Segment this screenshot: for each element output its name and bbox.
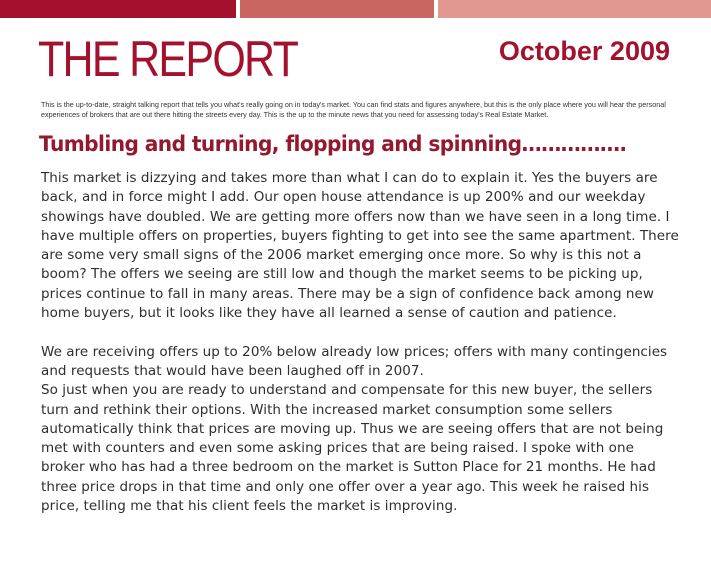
article-body: [41, 169, 681, 516]
color-bar-mid: [240, 0, 434, 18]
article-paragraph: So just when you are ready to understand and compensate for this new buyer, the sellers turn and rethink their options. With the increased market consumption some sellers automatically think that prices are moving up. Thus we are seeing offers that are not being met with counters and even some asking prices that are being raised. I spoke with one broker who has had a three bedroom on the market is Sutton Place for 21 months. He had three price drops in that time and only one offer over a year ago. This week he raised his price, telling me that his client feels the market is improving.: [41, 382, 664, 515]
article-paragraph: We are receiving offers up to 20% below already low prices; offers with many contingencies and requests that would have been laughed off in 2007.: [41, 343, 668, 379]
intro-text: This is the up-to-date, straight talking report that tells you what's really going on in today's market. You can find stats and figures anywhere, but this is the only place where you will hear the personal experiences of brokers that are out there hitting the streets every day. This is the up to the minute news that you need for assessing today's Real Estate Market.: [41, 100, 666, 119]
color-bar-light: [438, 0, 711, 18]
header-color-bar: [0, 0, 711, 18]
report-title: THE REPORT: [38, 31, 298, 87]
color-bar-dark: [0, 0, 236, 18]
article-heading: Tumbling and turning, flopping and spinning…………….: [39, 132, 627, 156]
report-date: October 2009: [498, 36, 670, 66]
article-paragraph: This market is dizzying and takes more than what I can do to explain it. Yes the buyers are back, and in force might I add. Our open house attendance is up 200% and our weekday showings have doubled. We are getting more offers now than we have seen in a long time. I have multiple offers on properties, buyers fighting to get into see the same apartment. There are some very small signs of the 2006 market emerging once more. So why is this not a boom? The offers we seeing are still low and though the market seems to be picking up, prices continue to fall in many areas. There may be a sign of confidence back among new home buyers, but it looks like they have all learned a sense of caution and patience.: [41, 170, 679, 322]
